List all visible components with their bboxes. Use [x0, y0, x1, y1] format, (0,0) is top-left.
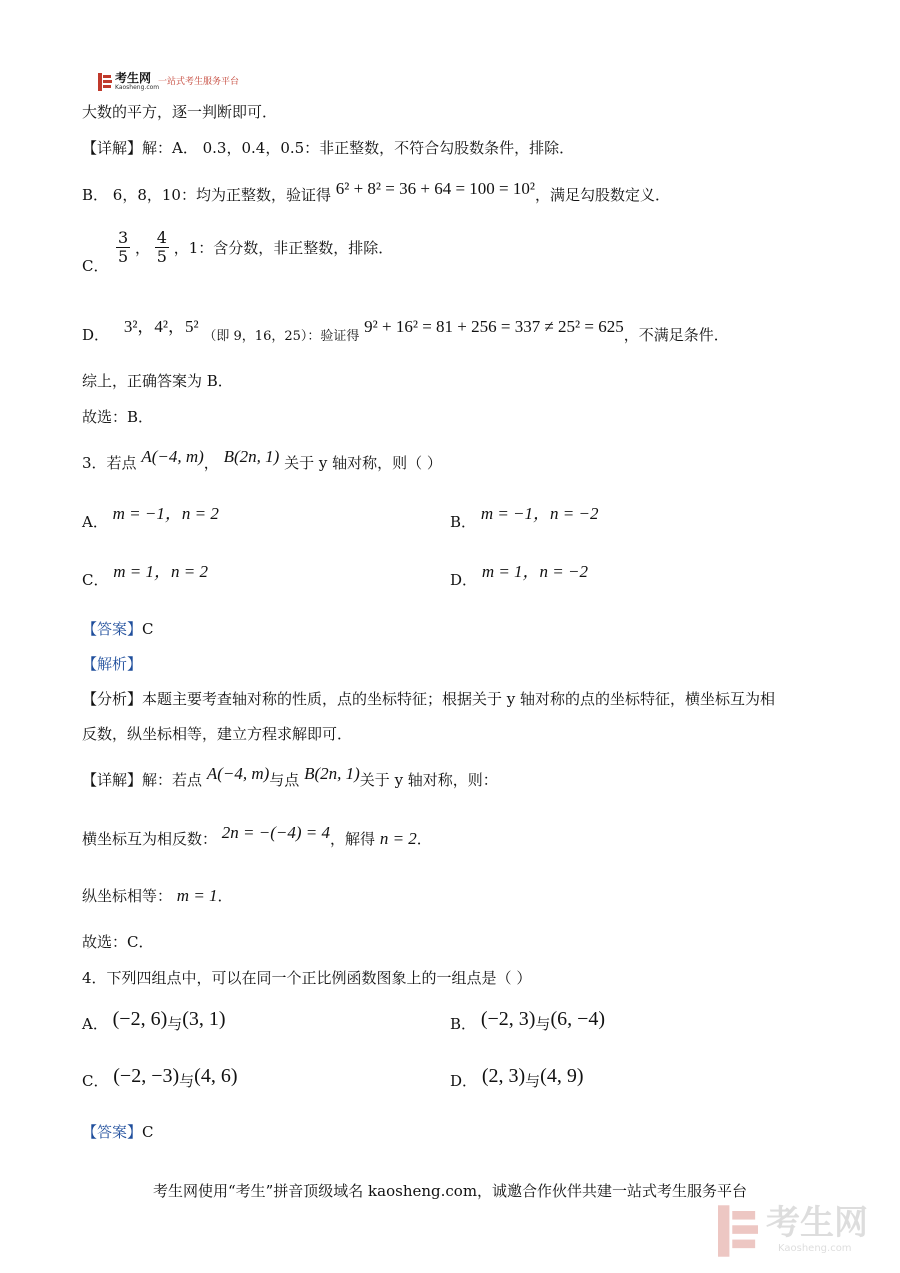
line-4 [82, 256, 108, 276]
line-3-equation: 6² + 8² = 36 + 64 = 100 = 10² [335, 179, 535, 198]
q4-option-c: C． (−2, −3)与(4, 6) [82, 1065, 238, 1090]
line-6: 综上，正确答案为 B． [82, 372, 233, 390]
line-3 [82, 179, 670, 205]
fenxi-tag: 【分析】 [82, 690, 143, 708]
q4-option-d-point-2: (4, 9) [540, 1065, 584, 1087]
line-4-fractions: $\frac{3}{5}$ ， $\frac{4}{5}$ ，1：含分数，非正整数，排除． [118, 228, 394, 266]
q3-stem-b: 关于 y 轴对称，则（ ） [284, 454, 442, 472]
q3-option-c-text: m = 1，n = 2 [113, 562, 208, 581]
watermark-logo-icon [718, 1205, 758, 1257]
q3-stem: 3．若点 A(−4, m)， B(2n, 1) 关于 y 轴对称，则（ ） [82, 447, 442, 472]
q3-detail-point-b: B(2n, 1) [304, 764, 360, 783]
q4-stem: 4．下列四组点中，可以在同一个正比例函数图象上的一组点是（ ） [82, 969, 532, 987]
q3-point-a: A(−4, m) [141, 447, 204, 466]
q4-option-d: D． (2, 3)与(4, 9) [450, 1065, 584, 1090]
line-3-a: B． 6，8，10：均为正整数，验证得 [82, 186, 331, 204]
detail-tag: 【详解】 [82, 139, 143, 157]
watermark-name: 考生网 [766, 1203, 868, 1243]
q3-stem-a: 3．若点 [82, 454, 137, 472]
line-4-b: ，1：含分数，非正整数，排除． [173, 239, 394, 257]
q3-fenxi-1: 【分析】本题主要考查轴对称的性质，点的坐标特征；根据关于 y 轴对称的点的坐标特征，横坐标互为相 [82, 690, 776, 708]
q4-option-d-point-1: (2, 3) [481, 1065, 526, 1087]
detail-tag: 【详解】 [82, 771, 143, 789]
q4-option-b-point-2: (6, −4) [550, 1008, 606, 1030]
watermark-url: Kaosheng.com [778, 1243, 852, 1254]
line-5-b: （即 9，16，25）：验证得 [203, 329, 360, 344]
line-5-terms: 3²，4²，5² [123, 317, 199, 336]
q4-answer [82, 1122, 154, 1142]
line-1: 大数的平方，逐一判断即可． [82, 103, 278, 121]
q4-option-c-point-1: (−2, −3) [113, 1065, 180, 1087]
watermark [718, 1203, 888, 1263]
footer-text: 考生网使用“考生”拼音顶级域名 kaosheng.com，诚邀合作伙伴共建一站式考生服务平台 [152, 1182, 748, 1200]
logo-url: Kaosheng.com [115, 84, 160, 91]
q3-detail: 【详解】解：若点 A(−4, m)与点 B(2n, 1)关于 y 轴对称，则： [82, 764, 498, 789]
fraction-three-fifths: $\frac{3}{5}$ [118, 228, 129, 266]
q3-analysis-tag: 【解析】 [82, 655, 143, 673]
q3-step-2: 纵坐标相等： m = 1． [82, 886, 233, 905]
kaosheng-logo-icon [98, 73, 112, 91]
q4-option-a: A． (−2, 6)与(3, 1) [82, 1008, 226, 1033]
q4-option-b: B． (−2, 3)与(6, −4) [450, 1008, 606, 1033]
line-2 [82, 138, 574, 158]
logo-slogan: 一站式考生服务平台 [158, 77, 240, 87]
q3-option-a-text: m = −1，n = 2 [112, 504, 219, 523]
line-5-a: D． [82, 326, 110, 344]
line-5-equation: 9² + 16² = 81 + 256 = 337 ≠ 25² = 625 [364, 317, 624, 336]
logo-name: 考生网 [115, 71, 152, 85]
q3-option-c: C． m = 1，n = 2 [82, 562, 208, 589]
line-7: 故选：B． [82, 408, 154, 426]
q4-option-c-point-2: (4, 6) [194, 1065, 238, 1087]
q3-step-2-equation: m = 1 [176, 886, 218, 905]
line-4-a: C． [82, 257, 109, 275]
line-3-b: ，满足勾股数定义． [534, 186, 670, 204]
q3-step-1-equation: 2n = −(−4) = 4 [221, 823, 331, 842]
q3-point-b: B(2n, 1) [223, 447, 280, 466]
answer-tag: 【答案】 [82, 620, 143, 638]
q3-step-1: 横坐标互为相反数： 2n = −(−4) = 4，解得 n = 2． [82, 823, 432, 848]
q3-step-1-result: n = 2 [379, 829, 417, 848]
fraction-four-fifths: $\frac{4}{5}$ [156, 228, 167, 266]
q3-option-b: B． m = −1，n = −2 [450, 504, 599, 531]
q3-option-b-text: m = −1，n = −2 [480, 504, 599, 523]
q3-fenxi-2: 反数，纵坐标相等，建立方程求解即可． [82, 725, 353, 743]
q4-option-b-point-1: (−2, 3) [480, 1008, 536, 1030]
q4-answer-value: C [142, 1123, 154, 1141]
q3-option-a: A． m = −1，n = 2 [82, 504, 219, 531]
q3-option-d-text: m = 1，n = −2 [481, 562, 589, 581]
header-logo [98, 72, 278, 94]
answer-tag: 【答案】 [82, 1123, 143, 1141]
q4-option-a-point-1: (−2, 6) [112, 1008, 168, 1030]
q4-option-a-point-2: (3, 1) [182, 1008, 226, 1030]
q3-conclusion: 故选：C． [82, 933, 154, 951]
line-5 [82, 317, 729, 347]
q3-option-d: D． m = 1，n = −2 [450, 562, 589, 589]
line-2-text: 解：A． 0.3，0.4，0.5：非正整数，不符合勾股数条件，排除． [142, 139, 575, 157]
q3-answer-value: C [142, 620, 154, 638]
q3-detail-point-a: A(−4, m) [206, 764, 270, 783]
q3-answer [82, 619, 154, 639]
line-5-c: ，不满足条件． [623, 326, 729, 344]
